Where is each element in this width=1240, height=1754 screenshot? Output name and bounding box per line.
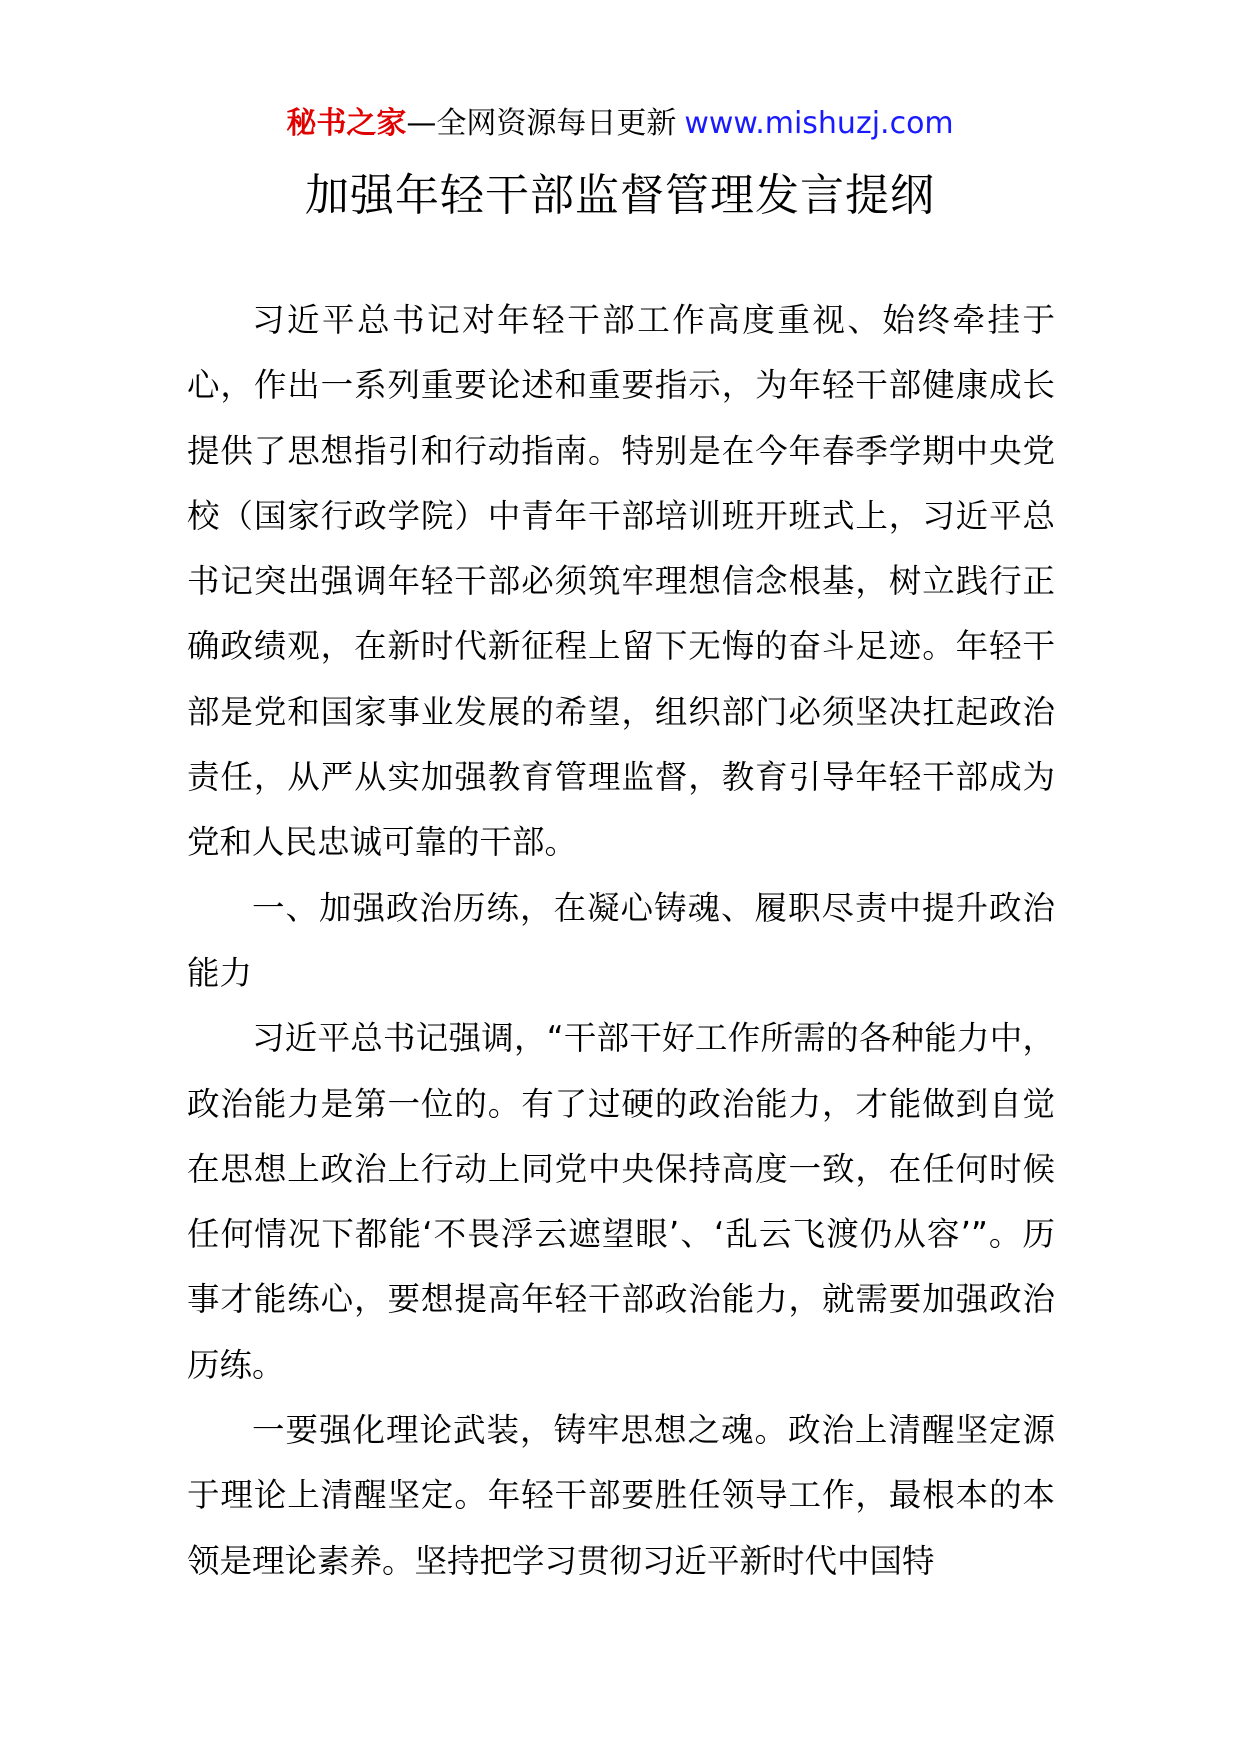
document-body [187,288,1055,1594]
document-title: 加强年轻干部监督管理发言提纲 [305,170,935,221]
site-tagline: —全网资源每日更新 [406,106,677,141]
intro-paragraph: 习近平总书记对年轻干部工作高度重视、始终牵挂于心，作出一系列重要论述和重要指示，为年轻干部健康成长提供了思想指引和行动指南。特别是在今年春季学期中央党校（国家行政学院）中青年干部培训班开班式上，习近平总书记突出强调年轻干部必须筑牢理想信念根基，树立践行正确政绩观，在新时代新征程上留下无悔的奋斗足迹。年轻干部是党和国家事业发展的希望，组织部门必须坚决扛起政治责任，从严从实加强教育管理监督，教育引导年轻干部成为党和人民忠诚可靠的干部。 [187,301,1055,862]
body-paragraph: 习近平总书记强调，“干部干好工作所需的各种能力中，政治能力是第一位的。有了过硬的政治能力，才能做到自觉在思想上政治上行动上同党中央保持高度一致，在任何时候任何情况下都能‘不畏浮云遮望眼’、‘乱云飞渡仍从容’”。历事才能练心，要想提高年轻干部政治能力，就需要加强政治历练。 [187,1019,1055,1384]
brand-name: 秘书之家 [286,106,407,141]
body-paragraph: 一要强化理论武装，铸牢思想之魂。政治上清醒坚定源于理论上清醒坚定。年轻干部要胜任领导工作，最根本的本领是理论素养。坚持把学习贯彻习近平新时代中国特 [187,1411,1055,1580]
site-url-link[interactable]: www.mishuzj.com [684,106,954,141]
site-header [0,102,1240,146]
section-heading: 一、加强政治历练，在凝心铸魂、履职尽责中提升政治能力 [187,888,1055,992]
